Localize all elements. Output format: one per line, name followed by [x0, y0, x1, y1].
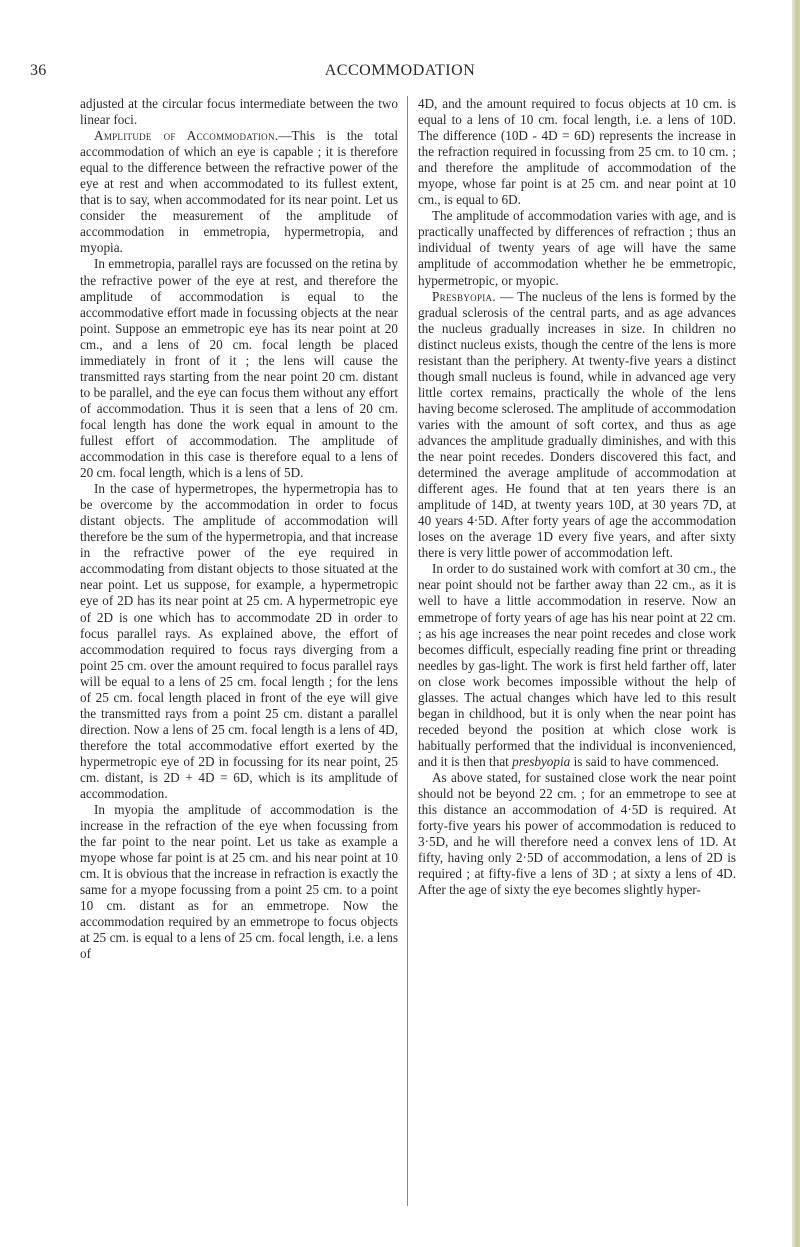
page-number: 36: [30, 62, 47, 79]
paragraph: 4D, and the amount required to focus objects at 10 cm. is equal to a lens of 10 cm. focal length, i.e. a lens of 10D. The difference (10D - 4D = 6D) represents the increase in the refraction required in focussing from 25 cm. to 10 cm. ; and therefore the amplitude of accommodation of the myope, whose far point is at 25 cm. and near point at 10 cm., is equal to 6D.: [418, 96, 736, 208]
running-title: ACCOMMODATION: [324, 62, 476, 79]
paragraph: adjusted at the circular focus intermediate between the two linear foci.: [80, 96, 398, 128]
page-edge: [792, 0, 800, 1247]
paragraph: [418, 561, 736, 770]
paragraph-presbyopia: [418, 289, 736, 562]
italic-term: presbyopia: [512, 753, 571, 769]
section-heading-presbyopia: Presbyopia.: [432, 288, 496, 304]
left-column: [80, 96, 398, 963]
paragraph: As above stated, for sustained close work the near point should not be beyond 22 cm. ; for an emmetrope to see at this distance an accommodation of 4·5D is required. At forty-five years his power of accommodation is reduced to 3·5D, and he will therefore need a convex lens of 1D. At fifty, having only 2·5D of accommodation, a lens of 2D is required ; at fifty-five a lens of 3D ; at sixty a lens of 4D. After the age of sixty the eye becomes slightly hyper-: [418, 769, 736, 898]
right-column: [418, 96, 736, 898]
page-header: [30, 62, 770, 84]
section-heading-amplitude: Amplitude of Accommodation.: [94, 128, 279, 144]
paragraph: The amplitude of accommodation varies with age, and is practically unaffected by differences of refraction ; thus an individual of twenty years of age will have the same amplitude of accommodation whether he be emmetropic, hypermetropic, or myopic.: [418, 208, 736, 288]
paragraph-text: —This is the total accommodation of which an eye is capable ; it is therefore equal to the difference between the refractive power of the eye at rest and when accommodated to its fullest extent, that is to say, when accommodated for its near point. Let us consider the measurement of the amplitude of accommodation in emmetropia, hypermetropia, and myopia.: [80, 128, 398, 256]
paragraph: In emmetropia, parallel rays are focussed on the retina by the refractive power of the eye at rest, and therefore the amplitude of accommodation is equal to the accommodative effort made in focussing objects at the near point. Suppose an emmetropic eye has its near point at 20 cm., and a lens of 20 cm. focal length be placed immediately in front of it ; the lens will cause the transmitted rays starting from the near point 20 cm. distant to be parallel, and the eye can focus them without any effort of accommodation. Thus it is seen that a lens of 20 cm. focal length has done the work equal in amount to the fullest effort of accommodation. The amplitude of accommodation in this case is therefore equal to a lens of 20 cm. focal length, which is a lens of 5D.: [80, 256, 398, 481]
column-divider: [407, 96, 408, 1206]
paragraph-text: is said to have commenced.: [570, 753, 719, 769]
paragraph-amplitude: [80, 128, 398, 256]
paragraph-text: — The nucleus of the lens is formed by the gradual sclerosis of the central parts, and as age advances the nucleus gradually increases in size. In children no distinct nucleus exists, though the centre of the lens is more resistant than the periphery. At twenty-five years a distinct though small nucleus is found, while in advanced age very little cortex remains, practically the whole of the lens having become sclerosed. The amplitude of accommodation varies with the amount of soft cortex, and thus as age advances the amplitude gradually diminishes, and with this the near point recedes. Donders discovered this fact, and determined the average amplitude of accommodation at different ages. He found that at ten years there is an amplitude of 14D, at twenty years 10D, at 30 years 7D, at 40 years 4·5D. After forty years of age the accommodation loses on the average 1D every five years, and after sixty there is very little power of accommodation left.: [418, 288, 736, 561]
paragraph: In myopia the amplitude of accommodation is the increase in the refraction of the eye when focussing from the far point to the near point. Let us take as example a myope whose far point is at 25 cm. and his near point at 10 cm. It is obvious that the increase in refraction is exactly the same for a myope focussing from a point 25 cm. to a point 10 cm. distant as for an emmetrope. Now the accommodation required by an emmetrope to focus objects at 25 cm. is equal to a lens of 25 cm. focal length, i.e. a lens of: [80, 802, 398, 962]
paragraph-text: In order to do sustained work with comfort at 30 cm., the near point should not be farther away than 22 cm., as it is well to have a little accommodation in reserve. Now an emmetrope of forty years of age has his near point at 22 cm. ; as his age increases the near point recedes and close work becomes difficult, especially reading fine print or threading needles by gas-light. The work is first held farther off, later on close work becomes impossible without the help of glasses. The actual changes which have led to this result began in childhood, but it is only when the near point has receded beyond the position at which close work is habitually performed that the individual is inconvenienced, and it is then that: [418, 561, 736, 769]
paragraph: In the case of hypermetropes, the hypermetropia has to be overcome by the accommodation in order to focus distant objects. The amplitude of accommodation will therefore be the sum of the hypermetropia, and that increase in the refractive power of the eye required in accommodating from distant objects to those situated at the near point. Let us suppose, for example, a hypermetropic eye of 2D has its near point at 25 cm. A hypermetropic eye of 2D is one which has to accommodate 2D in order to focus parallel rays. As explained above, the effort of accommodation required to focus rays diverging from a point 25 cm. over the amount required to focus parallel rays will be equal to a lens of 25 cm. focal length ; for the lens of 25 cm. focal length placed in front of the eye will give the transmitted rays from a point 25 cm. distant a parallel direction. Now a lens of 25 cm. focal length is a lens of 4D, therefore the total accommodative effort exerted by the hypermetropic eye of 2D in focussing for its near point, 25 cm. distant, is 2D + 4D = 6D, which is its amplitude of accommodation.: [80, 481, 398, 802]
